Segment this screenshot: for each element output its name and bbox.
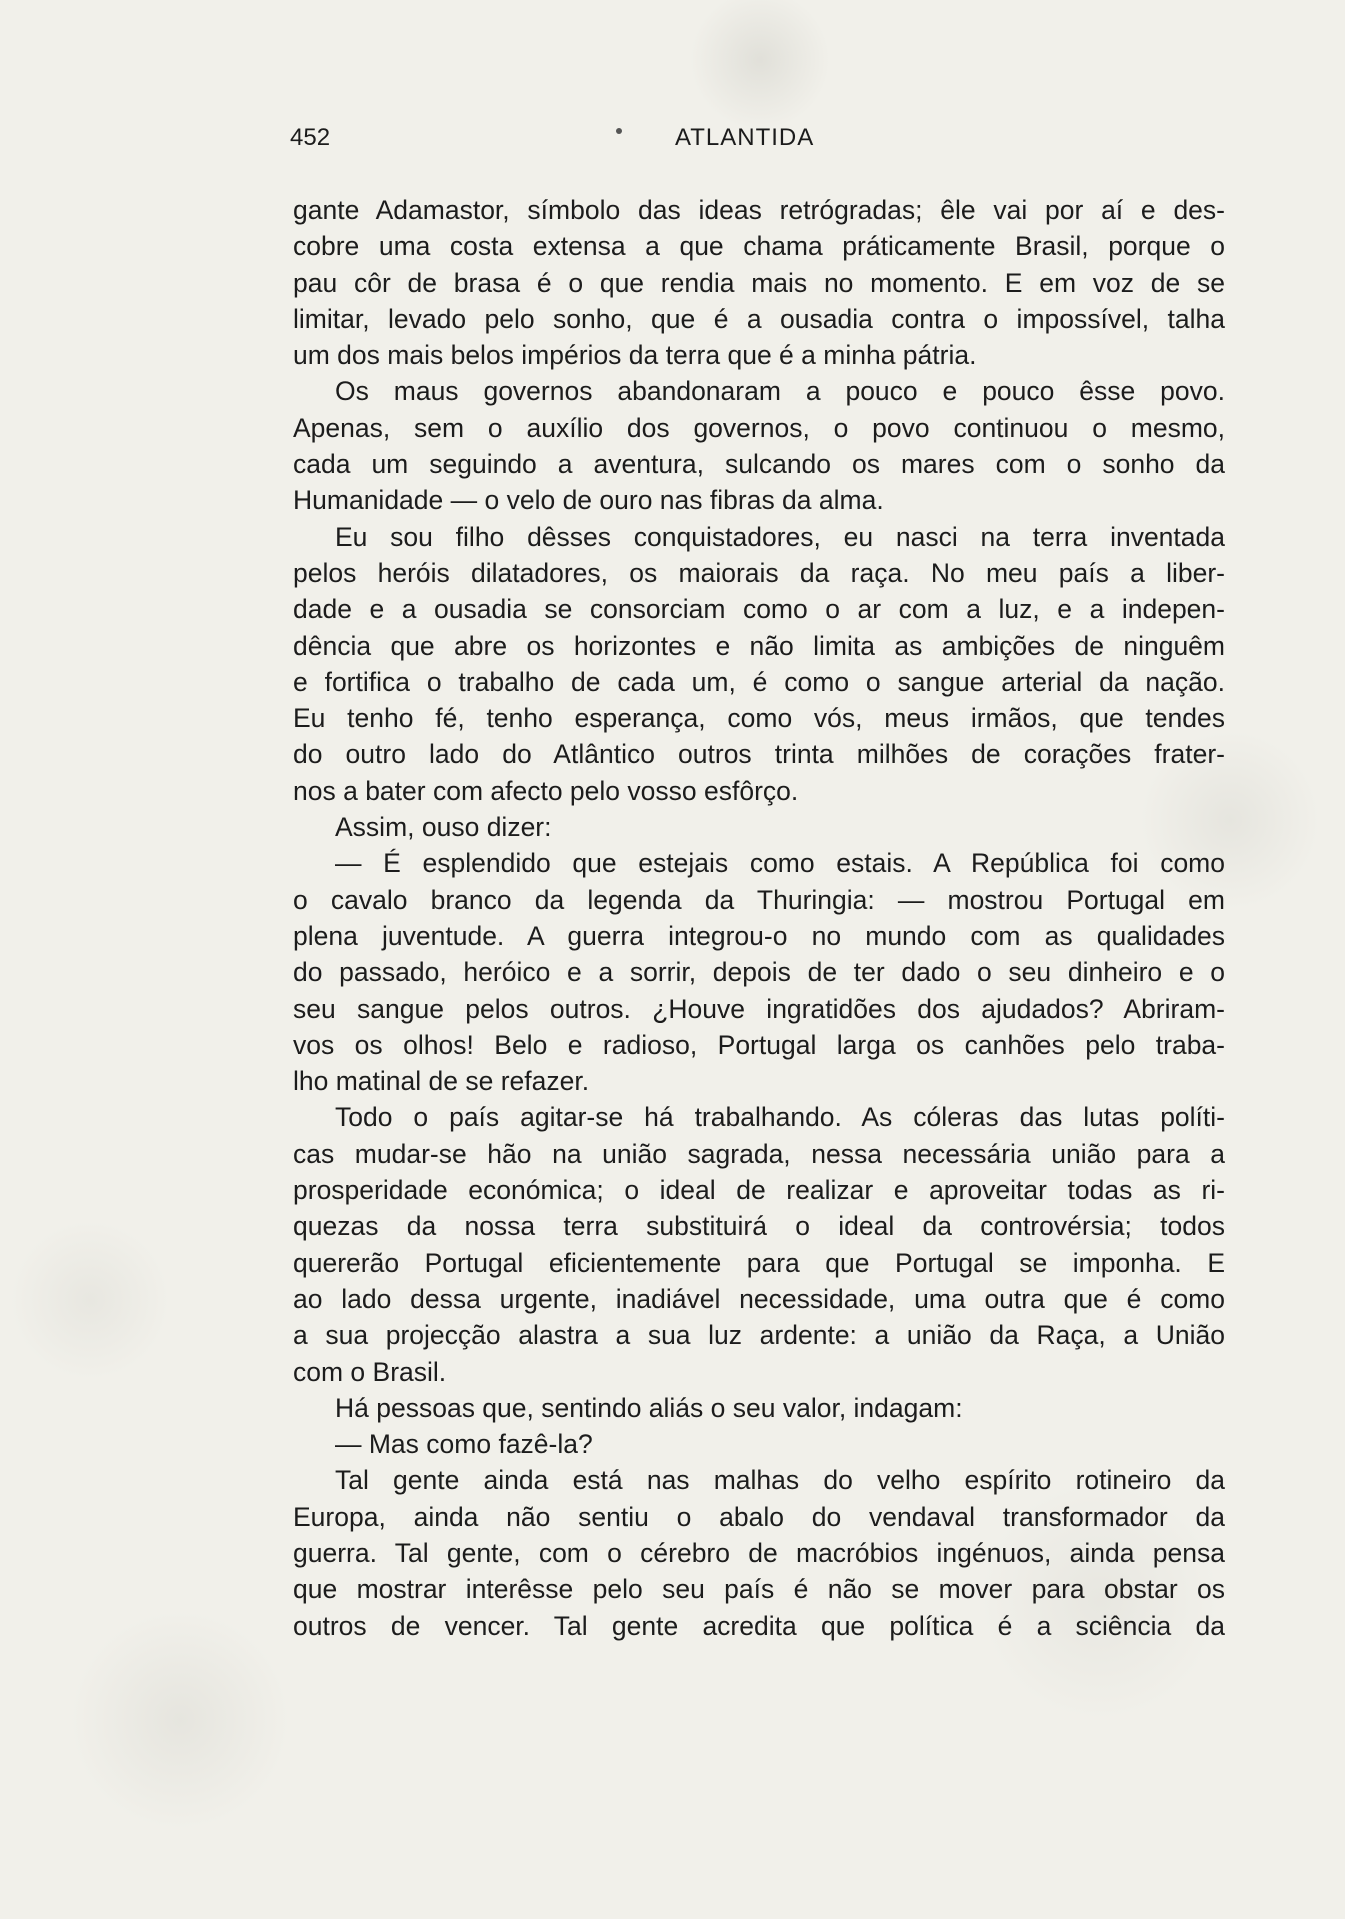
ornament-dot bbox=[616, 128, 622, 134]
text-line: pelos heróis dilatadores, os maiorais da raça. No meu país a liber- bbox=[293, 557, 1225, 588]
text-line: cobre uma costa extensa a que chama práticamente Brasil, porque o bbox=[293, 231, 1225, 262]
text-line: Os maus governos abandonaram a pouco e pouco êsse povo. bbox=[335, 376, 1225, 407]
text-line: Eu tenho fé, tenho esperança, como vós, meus irmãos, que tendes bbox=[293, 703, 1225, 734]
text-line: ao lado dessa urgente, inadiável necessidade, uma outra que é como bbox=[293, 1283, 1225, 1314]
text-line: Humanidade — o velo de ouro nas fibras da alma. bbox=[293, 485, 884, 516]
text-line: do outro lado do Atlântico outros trinta milhões de corações frater- bbox=[293, 739, 1225, 770]
text-line: — Mas como fazê-la? bbox=[335, 1429, 593, 1460]
text-line: e fortifica o trabalho de cada um, é como o sangue arterial da nação. bbox=[293, 666, 1225, 697]
text-line: dade e a ousadia se consorciam como o ar com a luz, e a indepen- bbox=[293, 594, 1225, 625]
text-line: a sua projecção alastra a sua luz ardente: a união da Raça, a União bbox=[293, 1320, 1225, 1351]
text-line: guerra. Tal gente, com o cérebro de macróbios ingénuos, ainda pensa bbox=[293, 1537, 1225, 1568]
page-header bbox=[290, 124, 1230, 160]
text-line: limitar, levado pelo sonho, que é a ousadia contra o impossível, talha bbox=[293, 303, 1225, 334]
text-line: Todo o país agitar-se há trabalhando. As cóleras das lutas políti- bbox=[335, 1102, 1225, 1133]
text-line: quezas da nossa terra substituirá o ideal da controvérsia; todos bbox=[293, 1211, 1225, 1242]
text-line: o cavalo branco da legenda da Thuringia: — mostrou Portugal em bbox=[293, 884, 1225, 915]
text-line: com o Brasil. bbox=[293, 1356, 447, 1387]
text-line: Há pessoas que, sentindo aliás o seu valor, indagam: bbox=[335, 1392, 963, 1423]
text-line: cada um seguindo a aventura, sulcando os mares com o sonho da bbox=[293, 449, 1225, 480]
text-line: gante Adamastor, símbolo das ideas retrógradas; êle vai por aí e des- bbox=[293, 195, 1225, 225]
text-line: pau côr de brasa é o que rendia mais no momento. E em voz de se bbox=[293, 267, 1225, 298]
text-line: outros de vencer. Tal gente acredita que política é a sciência da bbox=[293, 1610, 1225, 1641]
text-line: prosperidade económica; o ideal de realizar e aproveitar todas as ri- bbox=[293, 1175, 1225, 1206]
text-line: vos os olhos! Belo e radioso, Portugal larga os canhões pelo traba- bbox=[293, 1029, 1225, 1060]
text-line: Europa, ainda não sentiu o abalo do vendaval transformador da bbox=[293, 1501, 1225, 1532]
page-number: 452 bbox=[290, 124, 331, 151]
text-line: do passado, heróico e a sorrir, depois de ter dado o seu dinheiro e o bbox=[293, 957, 1225, 988]
text-line: Tal gente ainda está nas malhas do velho espírito rotineiro da bbox=[335, 1465, 1225, 1496]
text-line: um dos mais belos impérios da terra que é a minha pátria. bbox=[293, 340, 977, 371]
text-line: nos a bater com afecto pelo vosso esfôrço. bbox=[293, 775, 799, 806]
text-line: cas mudar-se hão na união sagrada, nessa necessária união para a bbox=[293, 1138, 1225, 1169]
text-line: Assim, ouso dizer: bbox=[335, 812, 552, 843]
text-line: dência que abre os horizontes e não limita as ambições de ninguêm bbox=[293, 630, 1225, 661]
text-line: quererão Portugal eficientemente para que Portugal se imponha. E bbox=[293, 1247, 1225, 1278]
body-text bbox=[293, 192, 1225, 1644]
running-title: ATLANTIDA bbox=[675, 124, 815, 151]
text-line: seu sangue pelos outros. ¿Houve ingratidões dos ajudados? Abriram- bbox=[293, 993, 1225, 1024]
text-line: plena juventude. A guerra integrou-o no mundo com as qualidades bbox=[293, 920, 1225, 951]
text-line: — É esplendido que estejais como estais. A República foi como bbox=[335, 848, 1225, 879]
text-line: Apenas, sem o auxílio dos governos, o povo continuou o mesmo, bbox=[293, 412, 1225, 443]
text-line: lho matinal de se refazer. bbox=[293, 1066, 590, 1097]
text-line: que mostrar interêsse pelo seu país é não se mover para obstar os bbox=[293, 1574, 1225, 1605]
text-line: Eu sou filho dêsses conquistadores, eu nasci na terra inventada bbox=[335, 521, 1225, 552]
